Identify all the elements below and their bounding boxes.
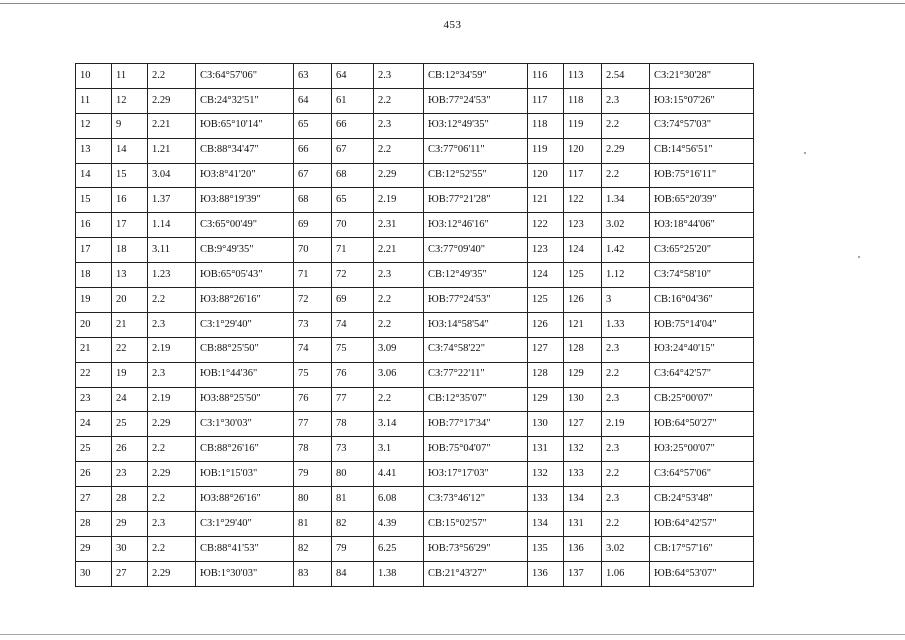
cell-point-to: 126 (564, 288, 602, 313)
cell-bearing: ЮЗ:88°25'50" (196, 387, 294, 412)
cell-point-from: 75 (294, 362, 332, 387)
cell-point-from: 16 (76, 213, 112, 238)
scan-edge-top (0, 3, 905, 4)
cell-point-to: 14 (112, 138, 148, 163)
cell-bearing: ЮВ:77°17'34" (424, 412, 528, 437)
table-row (76, 64, 754, 89)
cell-length: 2.3 (602, 437, 650, 462)
cell-length: 2.29 (148, 88, 196, 113)
cell-bearing: ЮЗ:88°26'16" (196, 487, 294, 512)
cell-point-to: 75 (332, 337, 374, 362)
cell-point-from: 19 (76, 288, 112, 313)
cell-bearing: СВ:16°04'36" (650, 288, 754, 313)
cell-bearing: СВ:88°34'47" (196, 138, 294, 163)
cell-point-to: 30 (112, 536, 148, 561)
cell-point-to: 71 (332, 238, 374, 263)
cell-bearing: СЗ:64°42'57" (650, 362, 754, 387)
cell-bearing: ЮВ:65°10'14" (196, 113, 294, 138)
cell-length: 1.33 (602, 312, 650, 337)
cell-point-to: 120 (564, 138, 602, 163)
scan-edge-bottom (0, 634, 905, 635)
cell-length: 2.2 (602, 362, 650, 387)
cell-point-from: 117 (528, 88, 564, 113)
cell-point-from: 122 (528, 213, 564, 238)
cell-point-from: 20 (76, 312, 112, 337)
cell-bearing: СЗ:65°25'20" (650, 238, 754, 263)
cell-point-to: 76 (332, 362, 374, 387)
cell-point-to: 69 (332, 288, 374, 313)
cell-bearing: СЗ:1°29'40" (196, 512, 294, 537)
scan-speck (858, 256, 860, 258)
cell-point-to: 24 (112, 387, 148, 412)
cell-bearing: СВ:12°49'35" (424, 263, 528, 288)
cell-point-to: 127 (564, 412, 602, 437)
cell-point-to: 28 (112, 487, 148, 512)
cell-length: 2.2 (374, 288, 424, 313)
cell-point-to: 17 (112, 213, 148, 238)
cell-point-to: 22 (112, 337, 148, 362)
cell-point-from: 121 (528, 188, 564, 213)
cell-bearing: ЮЗ:18°44'06" (650, 213, 754, 238)
cell-point-from: 70 (294, 238, 332, 263)
cell-length: 2.19 (148, 337, 196, 362)
table-row (76, 88, 754, 113)
cell-bearing: ЮЗ:15°07'26" (650, 88, 754, 113)
cell-point-from: 72 (294, 288, 332, 313)
cell-bearing: ЮЗ:25°00'07" (650, 437, 754, 462)
cell-length: 1.37 (148, 188, 196, 213)
cell-bearing: СЗ:77°06'11" (424, 138, 528, 163)
cell-point-from: 82 (294, 536, 332, 561)
cell-length: 2.2 (374, 88, 424, 113)
cell-bearing: ЮВ:75°16'11" (650, 163, 754, 188)
cell-bearing: ЮВ:73°56'29" (424, 536, 528, 561)
cell-length: 2.2 (148, 64, 196, 89)
cell-point-from: 78 (294, 437, 332, 462)
cell-length: 3.09 (374, 337, 424, 362)
cell-point-to: 67 (332, 138, 374, 163)
cell-point-to: 134 (564, 487, 602, 512)
cell-length: 2.19 (374, 188, 424, 213)
cell-length: 2.2 (602, 512, 650, 537)
cell-point-from: 76 (294, 387, 332, 412)
cell-point-from: 23 (76, 387, 112, 412)
cell-bearing: СЗ:21°30'28" (650, 64, 754, 89)
cell-length: 3.04 (148, 163, 196, 188)
cell-length: 2.2 (374, 312, 424, 337)
cell-point-to: 137 (564, 561, 602, 586)
cell-bearing: СЗ:74°58'22" (424, 337, 528, 362)
cell-bearing: СЗ:64°57'06" (650, 462, 754, 487)
cell-point-from: 28 (76, 512, 112, 537)
cell-length: 1.23 (148, 263, 196, 288)
table-row (76, 536, 754, 561)
cell-point-from: 26 (76, 462, 112, 487)
cell-point-from: 130 (528, 412, 564, 437)
cell-point-to: 128 (564, 337, 602, 362)
cell-point-from: 24 (76, 412, 112, 437)
cell-point-from: 10 (76, 64, 112, 89)
cell-bearing: ЮВ:77°24'53" (424, 288, 528, 313)
cell-length: 2.3 (148, 312, 196, 337)
table-row (76, 138, 754, 163)
cell-length: 6.08 (374, 487, 424, 512)
cell-bearing: ЮВ:1°44'36" (196, 362, 294, 387)
cell-length: 2.2 (148, 536, 196, 561)
table-row (76, 462, 754, 487)
table-row (76, 213, 754, 238)
cell-point-to: 118 (564, 88, 602, 113)
cell-length: 3.02 (602, 213, 650, 238)
cell-length: 2.29 (148, 462, 196, 487)
cell-point-from: 131 (528, 437, 564, 462)
cell-length: 2.29 (374, 163, 424, 188)
cell-length: 6.25 (374, 536, 424, 561)
cell-point-to: 73 (332, 437, 374, 462)
cell-point-to: 15 (112, 163, 148, 188)
cell-length: 2.3 (148, 362, 196, 387)
table-row (76, 512, 754, 537)
cell-point-to: 80 (332, 462, 374, 487)
cell-point-to: 113 (564, 64, 602, 89)
cell-bearing: ЮЗ:8°41'20" (196, 163, 294, 188)
cell-point-to: 121 (564, 312, 602, 337)
cell-bearing: СВ:15°02'57" (424, 512, 528, 537)
cell-point-from: 17 (76, 238, 112, 263)
cell-length: 3.11 (148, 238, 196, 263)
cell-bearing: ЮВ:64°53'07" (650, 561, 754, 586)
table-row (76, 337, 754, 362)
cell-length: 2.29 (148, 561, 196, 586)
cell-point-to: 136 (564, 536, 602, 561)
cell-bearing: СЗ:1°29'40" (196, 312, 294, 337)
cell-length: 2.2 (148, 437, 196, 462)
cell-length: 2.3 (374, 64, 424, 89)
cell-length: 2.2 (148, 487, 196, 512)
cell-bearing: ЮВ:1°30'03" (196, 561, 294, 586)
cell-point-from: 14 (76, 163, 112, 188)
cell-point-to: 78 (332, 412, 374, 437)
table-row (76, 163, 754, 188)
cell-length: 3.06 (374, 362, 424, 387)
cell-point-to: 18 (112, 238, 148, 263)
cell-bearing: СВ:17°57'16" (650, 536, 754, 561)
cell-length: 1.06 (602, 561, 650, 586)
cell-point-to: 117 (564, 163, 602, 188)
cell-length: 4.41 (374, 462, 424, 487)
cell-bearing: СЗ:74°58'10" (650, 263, 754, 288)
cell-point-to: 65 (332, 188, 374, 213)
table-row (76, 238, 754, 263)
cell-point-from: 25 (76, 437, 112, 462)
cell-point-to: 29 (112, 512, 148, 537)
cell-bearing: ЮВ:1°15'03" (196, 462, 294, 487)
cell-length: 3.02 (602, 536, 650, 561)
cell-length: 2.54 (602, 64, 650, 89)
cell-point-to: 61 (332, 88, 374, 113)
cell-length: 2.2 (602, 462, 650, 487)
cell-bearing: СВ:12°34'59" (424, 64, 528, 89)
cell-length: 2.3 (374, 263, 424, 288)
cell-point-from: 134 (528, 512, 564, 537)
cell-point-to: 122 (564, 188, 602, 213)
cell-point-from: 135 (528, 536, 564, 561)
cell-point-from: 77 (294, 412, 332, 437)
cell-bearing: СЗ:64°57'06" (196, 64, 294, 89)
cell-bearing: ЮЗ:14°58'54" (424, 312, 528, 337)
cell-point-from: 136 (528, 561, 564, 586)
cell-length: 2.29 (148, 412, 196, 437)
cell-bearing: ЮЗ:12°46'16" (424, 213, 528, 238)
cell-point-to: 12 (112, 88, 148, 113)
cell-point-from: 66 (294, 138, 332, 163)
cell-point-from: 125 (528, 288, 564, 313)
cell-bearing: ЮВ:65°05'43" (196, 263, 294, 288)
cell-point-to: 26 (112, 437, 148, 462)
cell-length: 1.42 (602, 238, 650, 263)
cell-point-from: 126 (528, 312, 564, 337)
cell-bearing: ЮВ:77°24'53" (424, 88, 528, 113)
cell-length: 3 (602, 288, 650, 313)
cell-point-from: 27 (76, 487, 112, 512)
cell-bearing: СВ:12°52'55" (424, 163, 528, 188)
cell-point-from: 63 (294, 64, 332, 89)
cell-point-from: 74 (294, 337, 332, 362)
cell-point-from: 80 (294, 487, 332, 512)
cell-point-to: 119 (564, 113, 602, 138)
cell-point-to: 132 (564, 437, 602, 462)
cell-point-to: 27 (112, 561, 148, 586)
cell-length: 1.34 (602, 188, 650, 213)
cell-point-to: 20 (112, 288, 148, 313)
cell-point-from: 68 (294, 188, 332, 213)
cell-bearing: ЮВ:75°04'07" (424, 437, 528, 462)
cell-point-from: 118 (528, 113, 564, 138)
cell-length: 2.19 (602, 412, 650, 437)
cell-point-from: 133 (528, 487, 564, 512)
cell-point-to: 123 (564, 213, 602, 238)
cell-length: 2.31 (374, 213, 424, 238)
cell-length: 2.3 (602, 337, 650, 362)
cell-length: 2.3 (374, 113, 424, 138)
coordinates-table (75, 63, 754, 587)
cell-point-from: 124 (528, 263, 564, 288)
cell-point-from: 132 (528, 462, 564, 487)
cell-bearing: ЮЗ:88°26'16" (196, 288, 294, 313)
cell-bearing: ЮЗ:12°49'35" (424, 113, 528, 138)
cell-point-to: 124 (564, 238, 602, 263)
cell-bearing: СВ:12°35'07" (424, 387, 528, 412)
cell-point-to: 84 (332, 561, 374, 586)
table-row (76, 288, 754, 313)
cell-length: 2.3 (602, 487, 650, 512)
cell-point-from: 65 (294, 113, 332, 138)
cell-bearing: СВ:21°43'27" (424, 561, 528, 586)
cell-point-to: 64 (332, 64, 374, 89)
table-row (76, 312, 754, 337)
cell-length: 1.12 (602, 263, 650, 288)
cell-point-to: 82 (332, 512, 374, 537)
cell-length: 4.39 (374, 512, 424, 537)
cell-bearing: СВ:9°49'35" (196, 238, 294, 263)
cell-point-from: 119 (528, 138, 564, 163)
cell-point-to: 131 (564, 512, 602, 537)
cell-length: 2.2 (602, 163, 650, 188)
page-number: 453 (443, 19, 462, 31)
cell-point-to: 66 (332, 113, 374, 138)
cell-point-to: 21 (112, 312, 148, 337)
cell-length: 2.3 (148, 512, 196, 537)
cell-point-to: 25 (112, 412, 148, 437)
cell-point-from: 128 (528, 362, 564, 387)
cell-length: 2.3 (602, 88, 650, 113)
cell-point-to: 19 (112, 362, 148, 387)
cell-point-to: 130 (564, 387, 602, 412)
cell-length: 1.21 (148, 138, 196, 163)
cell-point-from: 120 (528, 163, 564, 188)
cell-length: 3.14 (374, 412, 424, 437)
cell-length: 2.19 (148, 387, 196, 412)
cell-point-to: 9 (112, 113, 148, 138)
cell-length: 2.3 (602, 387, 650, 412)
cell-point-from: 12 (76, 113, 112, 138)
cell-point-to: 79 (332, 536, 374, 561)
cell-point-from: 116 (528, 64, 564, 89)
cell-point-to: 68 (332, 163, 374, 188)
cell-length: 2.29 (602, 138, 650, 163)
table-row (76, 263, 754, 288)
cell-bearing: ЮВ:77°21'28" (424, 188, 528, 213)
cell-point-from: 18 (76, 263, 112, 288)
cell-point-from: 71 (294, 263, 332, 288)
cell-point-to: 70 (332, 213, 374, 238)
cell-length: 2.2 (374, 138, 424, 163)
table-row (76, 487, 754, 512)
cell-length: 2.2 (602, 113, 650, 138)
cell-bearing: СВ:24°32'51" (196, 88, 294, 113)
cell-bearing: ЮВ:75°14'04" (650, 312, 754, 337)
cell-bearing: СВ:88°41'53" (196, 536, 294, 561)
cell-point-from: 22 (76, 362, 112, 387)
cell-point-from: 29 (76, 536, 112, 561)
cell-bearing: СВ:24°53'48" (650, 487, 754, 512)
cell-point-to: 125 (564, 263, 602, 288)
cell-length: 2.2 (148, 288, 196, 313)
table-row (76, 561, 754, 586)
cell-point-from: 127 (528, 337, 564, 362)
cell-bearing: ЮВ:64°42'57" (650, 512, 754, 537)
table-row (76, 437, 754, 462)
cell-point-from: 21 (76, 337, 112, 362)
cell-bearing: ЮВ:65°20'39" (650, 188, 754, 213)
cell-bearing: СЗ:77°09'40" (424, 238, 528, 263)
cell-bearing: СВ:14°56'51" (650, 138, 754, 163)
cell-bearing: ЮЗ:88°19'39" (196, 188, 294, 213)
cell-length: 1.14 (148, 213, 196, 238)
cell-point-to: 133 (564, 462, 602, 487)
cell-length: 2.21 (374, 238, 424, 263)
cell-bearing: СВ:25°00'07" (650, 387, 754, 412)
cell-bearing: СВ:88°25'50" (196, 337, 294, 362)
cell-point-from: 11 (76, 88, 112, 113)
cell-point-from: 79 (294, 462, 332, 487)
cell-bearing: СЗ:74°57'03" (650, 113, 754, 138)
cell-point-to: 72 (332, 263, 374, 288)
cell-bearing: ЮЗ:17°17'03" (424, 462, 528, 487)
table-row (76, 362, 754, 387)
cell-point-to: 129 (564, 362, 602, 387)
cell-point-to: 81 (332, 487, 374, 512)
table-row (76, 387, 754, 412)
cell-point-to: 11 (112, 64, 148, 89)
cell-bearing: СВ:88°26'16" (196, 437, 294, 462)
cell-bearing: ЮВ:64°50'27" (650, 412, 754, 437)
cell-point-to: 23 (112, 462, 148, 487)
cell-point-to: 77 (332, 387, 374, 412)
cell-bearing: ЮЗ:24°40'15" (650, 337, 754, 362)
cell-bearing: СЗ:1°30'03" (196, 412, 294, 437)
cell-length: 1.38 (374, 561, 424, 586)
table-row (76, 113, 754, 138)
cell-point-to: 74 (332, 312, 374, 337)
cell-point-to: 13 (112, 263, 148, 288)
cell-length: 2.2 (374, 387, 424, 412)
cell-bearing: СЗ:65°00'49" (196, 213, 294, 238)
cell-point-from: 69 (294, 213, 332, 238)
cell-bearing: СЗ:73°46'12" (424, 487, 528, 512)
cell-point-from: 13 (76, 138, 112, 163)
cell-bearing: СЗ:77°22'11" (424, 362, 528, 387)
cell-point-from: 30 (76, 561, 112, 586)
cell-point-from: 73 (294, 312, 332, 337)
cell-point-from: 83 (294, 561, 332, 586)
cell-point-from: 129 (528, 387, 564, 412)
cell-point-from: 15 (76, 188, 112, 213)
cell-length: 2.21 (148, 113, 196, 138)
cell-point-from: 64 (294, 88, 332, 113)
cell-point-from: 67 (294, 163, 332, 188)
table-row (76, 188, 754, 213)
cell-point-from: 81 (294, 512, 332, 537)
cell-point-from: 123 (528, 238, 564, 263)
scan-speck (804, 152, 806, 154)
cell-length: 3.1 (374, 437, 424, 462)
cell-point-to: 16 (112, 188, 148, 213)
table-row (76, 412, 754, 437)
